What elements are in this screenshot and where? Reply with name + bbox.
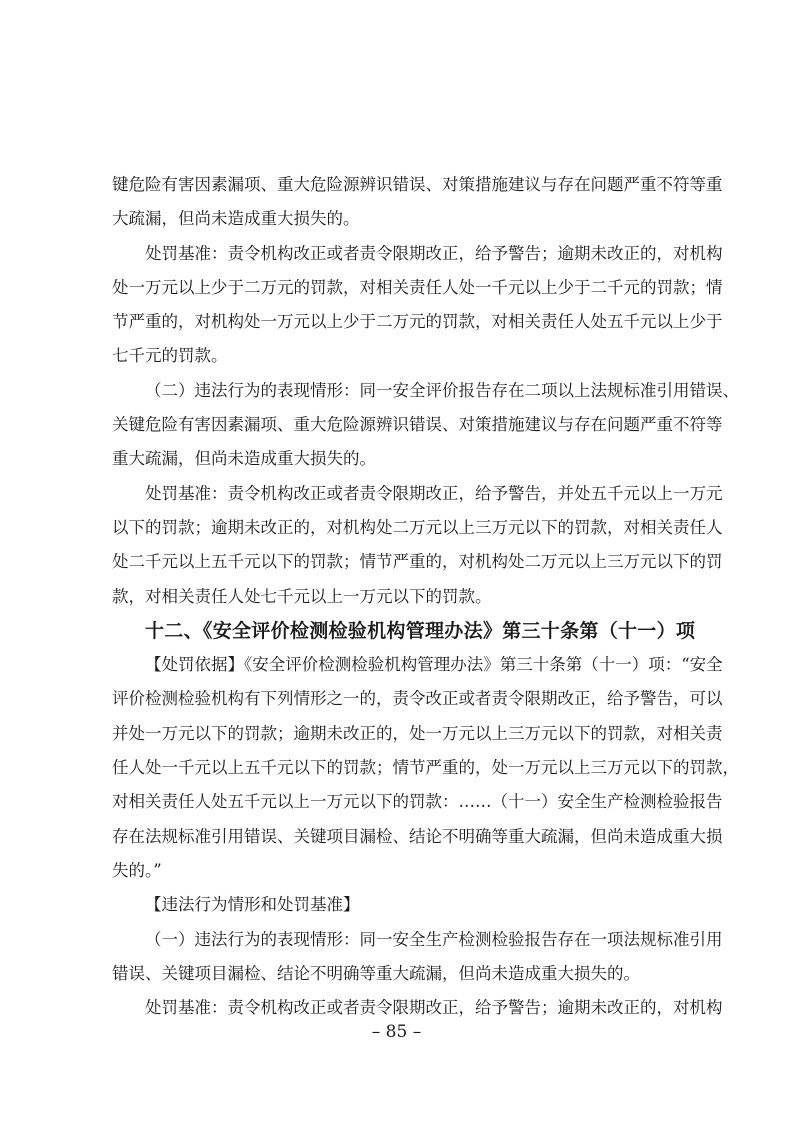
text-line: 存在法规标准引用错误、关键项目漏检、结论不明确等重大疏漏，但尚未造成重大损: [112, 826, 723, 846]
text-line: 【违法行为情形和处罚基准】: [145, 895, 360, 915]
text-line: 处一万元以上少于二万元的罚款，对相关责任人处一千元以上少于二千元的罚款；情: [112, 277, 723, 297]
section-heading: 十二、《安全评价检测检验机构管理办法》第三十条第（十一）项: [145, 619, 696, 642]
text-line: 任人处一千元以上五千元以下的罚款；情节严重的，处一万元以上三万元以下的罚款，: [112, 758, 739, 778]
paragraph-violation-case-1: [112, 923, 723, 992]
text-line: 以下的罚款；逾期未改正的，对机构处二万元以上三万元以下的罚款，对相关责任人: [112, 517, 723, 537]
text-line: 键危险有害因素漏项、重大危险源辨识错误、对策措施建议与存在问题严重不符等重: [112, 175, 723, 194]
page-content: [112, 168, 739, 1025]
text-line: 款，对相关责任人处七千元以上一万元以下的罚款。: [112, 586, 492, 606]
text-line: 关键危险有害因素漏项、重大危险源辨识错误、对策措施建议与存在问题严重不符等: [112, 415, 723, 435]
text-line: 处罚基准：责令机构改正或者责令限期改正，给予警告；逾期未改正的，对机构: [145, 243, 723, 263]
text-line: （一）违法行为的表现情形：同一安全生产检测检验报告存在一项法规标准引用: [145, 929, 723, 949]
text-line: 七千元的罚款。: [112, 346, 228, 366]
text-line: 评价检测检验机构有下列情形之一的，责令改正或者责令限期改正，给予警告，可以: [112, 689, 723, 709]
text-line: （二）违法行为的表现情形：同一安全评价报告存在二项以上法规标准引用错误、: [145, 380, 739, 400]
paragraph-penalty-standard: [112, 991, 723, 1025]
paragraph-penalty-standard: [112, 477, 723, 614]
text-line: 处罚基准：责令机构改正或者责令限期改正，给予警告；逾期未改正的，对机构: [145, 998, 723, 1018]
page-number: – 85 –: [371, 1022, 422, 1042]
text-line: 大疏漏，但尚未造成重大损失的。: [112, 209, 360, 229]
paragraph-penalty-standard: [112, 237, 723, 374]
text-line: 失的。”: [112, 860, 162, 880]
paragraph-penalty-basis: [112, 648, 739, 888]
text-line: 错误、关键项目漏检、结论不明确等重大疏漏，但尚未造成重大损失的。: [112, 963, 640, 983]
paragraph-subheading: [112, 888, 684, 922]
text-line: 节严重的，对机构处一万元以上少于二万元的罚款，对相关责任人处五千元以上少于: [112, 312, 723, 332]
text-line: 重大疏漏，但尚未造成重大损失的。: [112, 449, 376, 469]
text-line: 【处罚依据】《安全评价检测检验机构管理办法》第三十条第（十一）项：“安全: [145, 655, 723, 675]
text-line: 对相关责任人处五千元以上一万元以下的罚款：……（十一）安全生产检测检验报告: [112, 792, 723, 812]
text-line: 并处一万元以下的罚款；逾期未改正的，处一万元以上三万元以下的罚款，对相关责: [112, 723, 723, 743]
text-line: 处二千元以上五千元以下的罚款；情节严重的，对机构处二万元以上三万元以下的罚: [112, 552, 723, 572]
text-line: 处罚基准：责令机构改正或者责令限期改正，给予警告，并处五千元以上一万元: [145, 483, 723, 503]
paragraph-violation-case-2: [112, 374, 739, 477]
paragraph-continuation: [112, 168, 723, 237]
